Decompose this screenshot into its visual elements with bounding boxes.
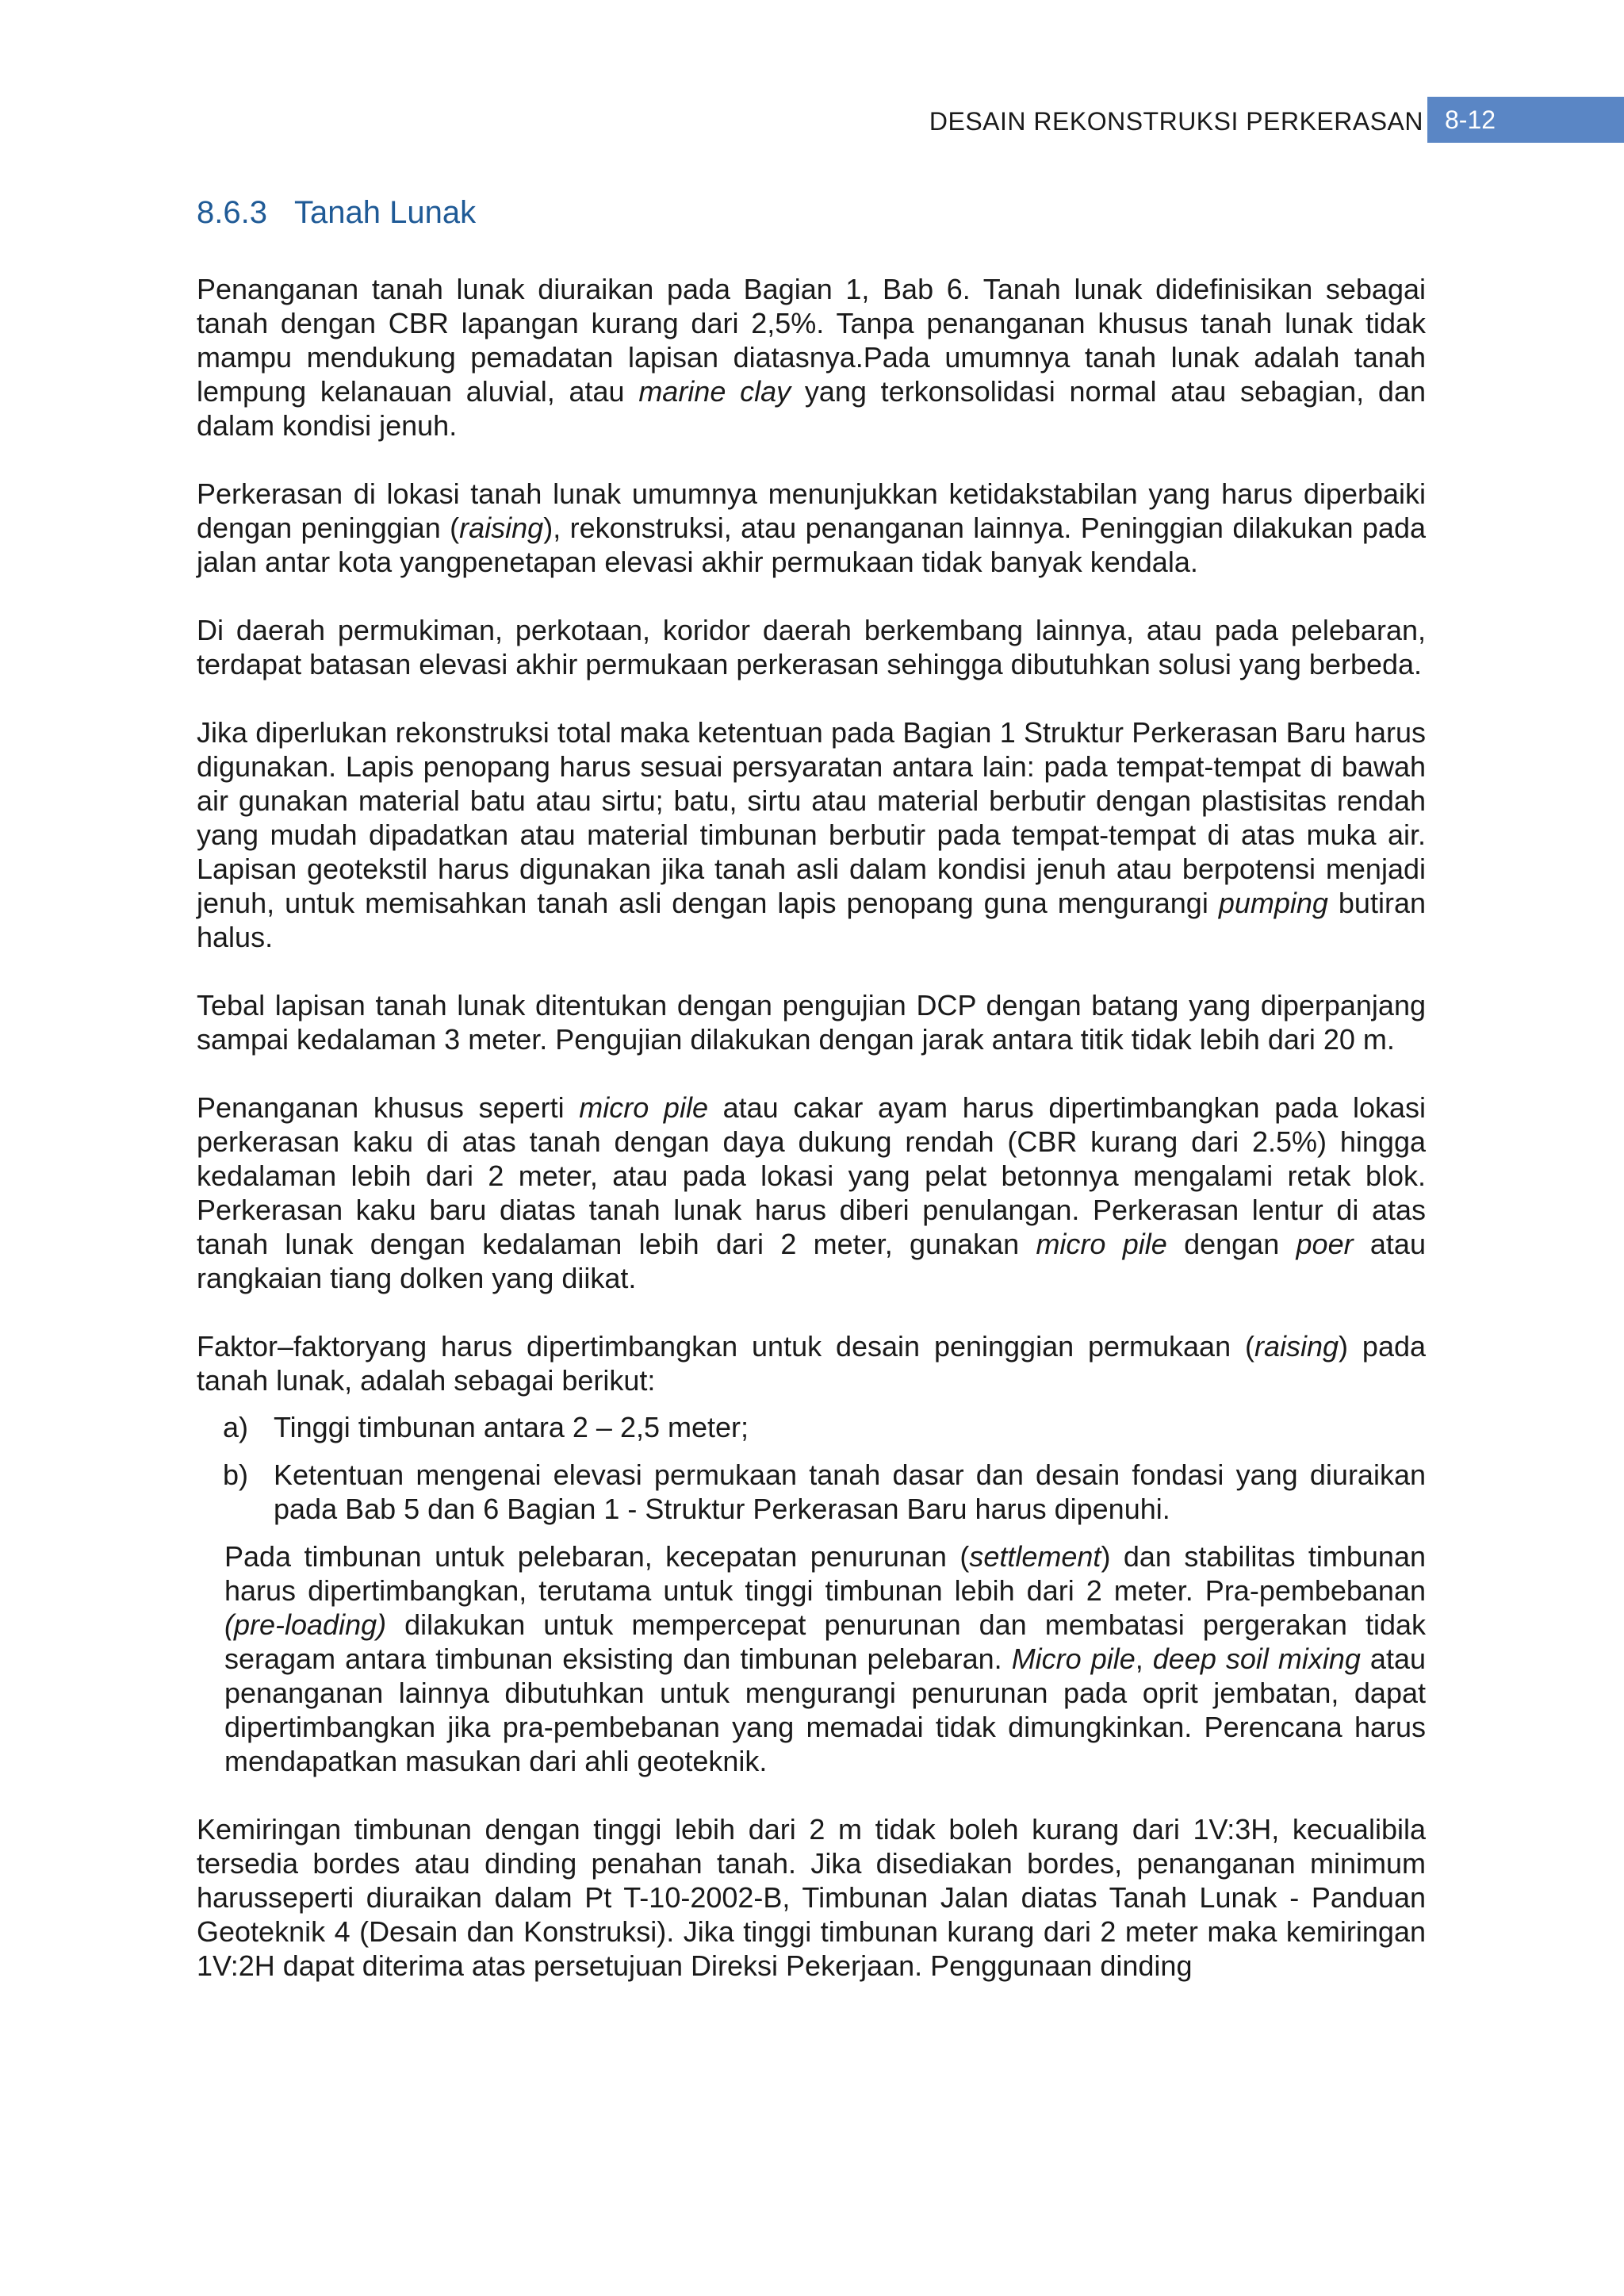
section-number: 8.6.3: [197, 195, 267, 230]
paragraph-4: Jika diperlukan rekonstruksi total maka ketentuan pada Bagian 1 Struktur Perkerasan Baru harus digunakan. Lapis penopang harus sesuai persyaratan antara lain: pada tempat-tempat di bawah air gunakan material batu atau sirtu; batu, sirtu atau material berbutir dengan plastisitas rendah yang mudah dipadatkan atau material timbunan berbutir pada tempat-tempat di atas muka air. Lapisan geotekstil harus digunakan jika tanah asli dalam kondisi jenuh atau berpotensi menjadi jenuh, untuk memisahkan tanah asli dengan lapis penopang guna mengurangi pumping butiran halus.: [197, 716, 1426, 953]
list-item-text: Ketentuan mengenai elevasi permukaan tanah dasar dan desain fondasi yang diuraikan pada Bab 5 dan 6 Bagian 1 - Struktur Perkerasan Baru harus dipenuhi.: [274, 1458, 1426, 1525]
paragraph-6: Penanganan khusus seperti micro pile atau cakar ayam harus dipertimbangkan pada lokasi perkerasan kaku di atas tanah dengan daya dukung rendah (CBR kurang dari 2.5%) hingga kedalaman lebih dari 2 meter, atau pada lokasi yang pelat betonnya mengalami retak blok. Perkerasan kaku baru diatas tanah lunak harus diberi penulangan. Perkerasan lentur di atas tanah lunak dengan kedalaman lebih dari 2 meter, gunakan micro pile dengan poer atau rangkaian tiang dolken yang diikat.: [197, 1091, 1426, 1294]
list-marker: a): [223, 1411, 249, 1443]
list-item-text: Tinggi timbunan antara 2 – 2,5 meter;: [274, 1411, 749, 1443]
list-marker: b): [223, 1458, 249, 1491]
paragraph-3: Di daerah permukiman, perkotaan, koridor daerah berkembang lainnya, atau pada pelebaran, terdapat batasan elevasi akhir permukaan perkerasan sehingga dibutuhkan solusi yang berbeda.: [197, 614, 1426, 680]
section-title: Tanah Lunak: [294, 195, 477, 230]
paragraph-2: Perkerasan di lokasi tanah lunak umumnya menunjukkan ketidakstabilan yang harus diperbaiki dengan peninggian (raising), rekonstruksi, atau penanganan lainnya. Peninggian dilakukan pada jalan antar kota yangpenetapan elevasi akhir permukaan tidak banyak kendala.: [197, 477, 1427, 578]
paragraph-1: Penanganan tanah lunak diuraikan pada Bagian 1, Bab 6. Tanah lunak didefinisikan sebagai tanah dengan CBR lapangan kurang dari 2,5%. Tanpa penanganan khusus tanah lunak tidak mampu mendukung pemadatan lapisan diatasnya.Pada umumnya tanah lunak adalah tanah lempung kelanauan aluvial, atau marine clay yang terkonsolidasi normal atau sebagian, dan dalam kondisi jenuh.: [197, 273, 1426, 442]
paragraph-5: Tebal lapisan tanah lunak ditentukan dengan pengujian DCP dengan batang yang diperpanjang sampai kedalaman 3 meter. Pengujian dilakukan dengan jarak antara titik tidak lebih dari 20 m.: [197, 989, 1426, 1056]
paragraph-7: Faktor–faktoryang harus dipertimbangkan untuk desain peninggian permukaan (raising) pada tanah lunak, adalah sebagai berikut:: [197, 1330, 1427, 1397]
list-item: [197, 1458, 1426, 1526]
list-item: [197, 1410, 1426, 1444]
factor-list: [197, 1410, 1426, 1526]
paragraph-8: Pada timbunan untuk pelebaran, kecepatan penurunan (settlement) dan stabilitas timbunan harus dipertimbangkan, terutama untuk tinggi timbunan lebih dari 2 meter. Pra-pembebanan (pre-loading) dilakukan untuk mempercepat penurunan dan membatasi pergerakan tidak seragam antara timbunan eksisting dan timbunan pelebaran. Micro pile, deep soil mixing atau penanganan lainnya dibutuhkan untuk mengurangi penurunan pada oprit jembatan, dapat dipertimbangkan jika pra-pembebanan yang memadai tidak dimungkinkan. Perencana harus mendapatkan masukan dari ahli geoteknik.: [224, 1540, 1426, 1777]
paragraph-9: Kemiringan timbunan dengan tinggi lebih dari 2 m tidak boleh kurang dari 1V:3H, kecualibila tersedia bordes atau dinding penahan tanah. Jika disediakan bordes, penanganan minimum harusseperti diuraikan dalam Pt T-10-2002-B, Timbunan Jalan diatas Tanah Lunak - Panduan Geoteknik 4 (Desain dan Konstruksi). Jika tinggi timbunan kurang dari 2 meter maka kemiringan 1V:2H dapat diterima atas persetujuan Direksi Pekerjaan. Penggunaan dinding: [197, 1813, 1426, 1982]
page-number-badge: 8-12: [1427, 97, 1624, 143]
section-heading: [197, 193, 1426, 232]
page-content: [197, 193, 1426, 2017]
running-header-title: DESAIN REKONSTRUKSI PERKERASAN: [929, 107, 1423, 136]
